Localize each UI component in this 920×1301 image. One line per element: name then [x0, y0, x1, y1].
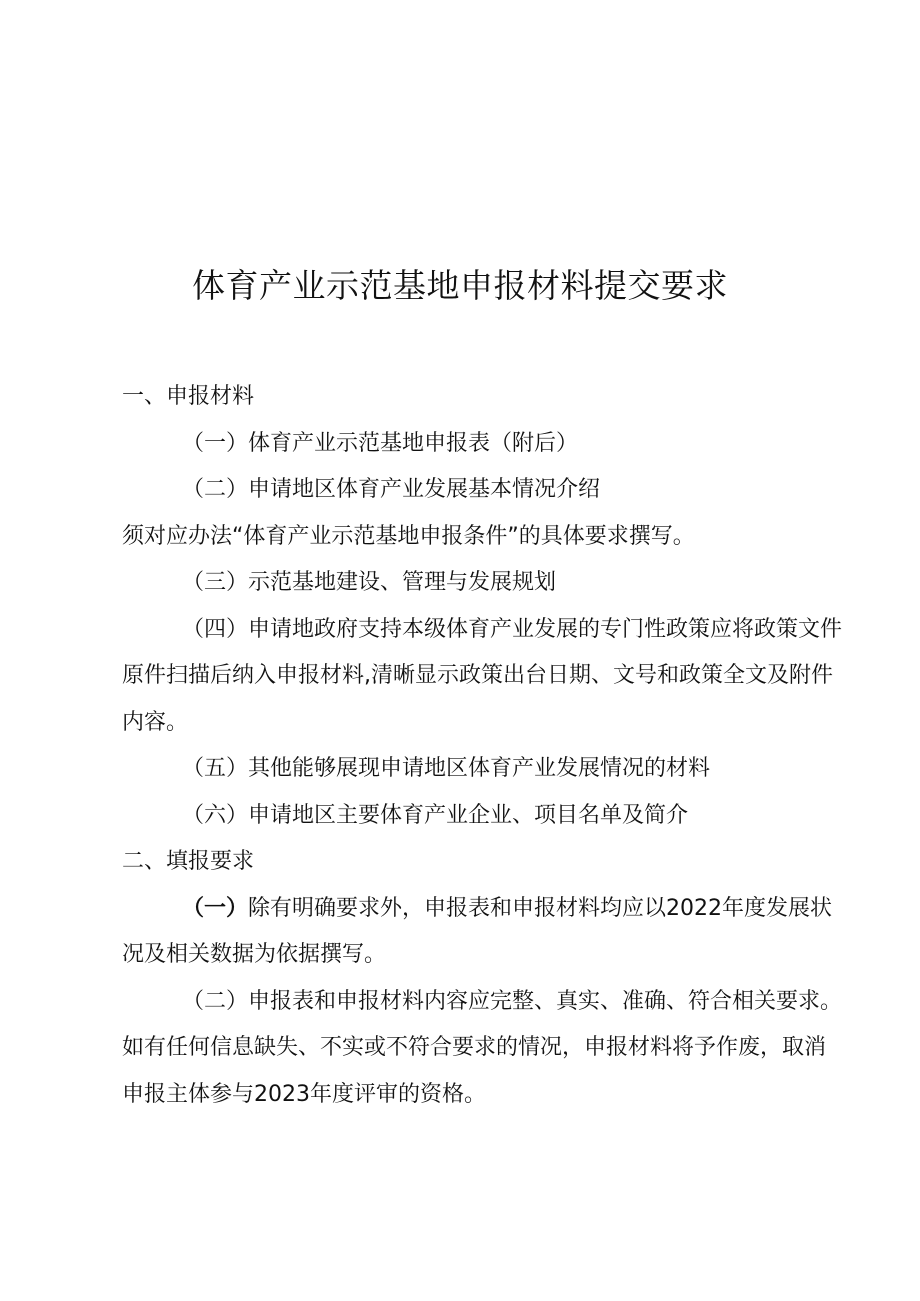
section1-item2-note: 须对应办法“体育产业示范基地申报条件”的具体要求撰写。	[122, 523, 695, 549]
section1-item1: （一）体育产业示范基地申报表（附后）	[182, 430, 579, 456]
document-title: 体育产业示范基地申报材料提交要求	[192, 266, 728, 305]
section1-item5: （五）其他能够展现申请地区体育产业发展情况的材料	[182, 756, 711, 781]
section2-item1	[122, 886, 842, 979]
section1-item6: （六）申请地区主要体育产业企业、项目名单及简介	[182, 802, 689, 828]
section1-item2: （二）申请地区体育产业发展基本情况介绍	[182, 477, 601, 502]
document-body	[122, 374, 842, 1118]
section1-heading: 一、申报材料	[122, 384, 255, 409]
section2-item1-text: 除有明确要求外，申报表和申报材料均应以2022年度发展状况及相关数据为依据撰写。	[122, 895, 833, 967]
section2-item2: （二）申报表和申报材料内容应完整、真实、准确、符合相关要求。如有任何信息缺失、不实或不符合要求的情况，申报材料将予作废，取消申报主体参与2023年度评审的资格。	[122, 988, 843, 1107]
section1-item4: （四）申请地政府支持本级体育产业发展的专门性政策应将政策文件原件扫描后纳入申报材料,清晰显示政策出台日期、文号和政策全文及附件内容。	[122, 616, 843, 735]
section2-item1-label: （一）	[182, 895, 249, 921]
section1-item3: （三）示范基地建设、管理与发展规划	[182, 570, 557, 595]
section2-heading: 二、填报要求	[122, 849, 255, 874]
